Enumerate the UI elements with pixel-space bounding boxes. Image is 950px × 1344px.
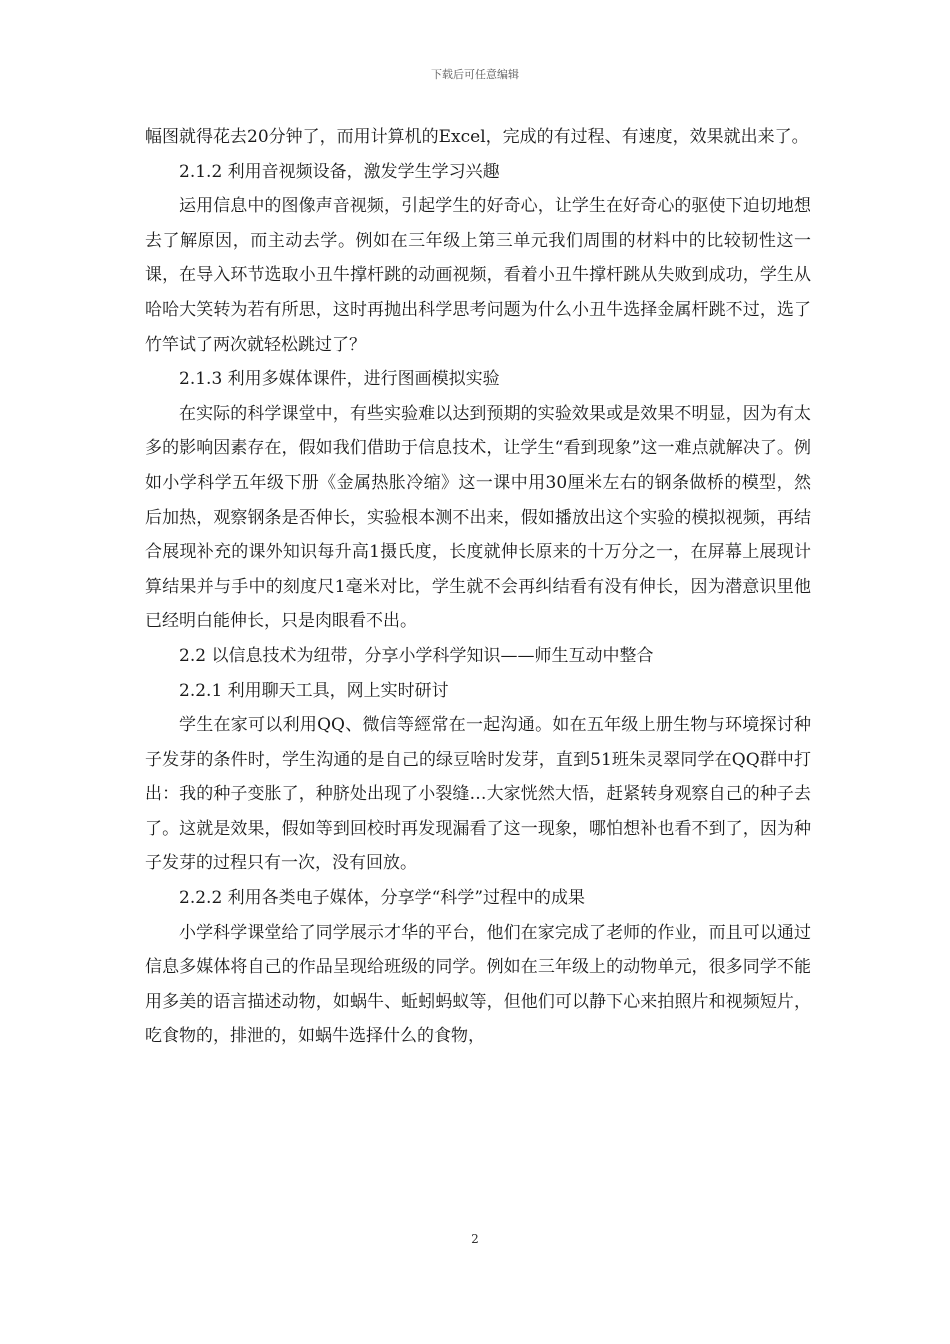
document-body bbox=[145, 120, 811, 1054]
paragraph-chat-tools: 学生在家可以利用QQ、微信等經常在一起沟通。如在五年级上册生物与环境探讨种子发芽的条件时，学生沟通的是自己的绿豆啥时发芽，直到51班朱灵翠同学在QQ群中打出：我的种子变胀了，种脐处出现了小裂缝…大家恍然大悟，赶紧转身观察自己的种子去了。这就是效果，假如等到回校时再发现漏看了这一现象，哪怕想补也看不到了，因为种子发芽的过程只有一次，没有回放。 bbox=[145, 715, 811, 874]
paragraph-av-equipment: 运用信息中的图像声音视频，引起学生的好奇心，让学生在好奇心的驱使下迫切地想去了解原因，而主动去学。例如在三年级上第三单元我们周围的材料中的比较韧性这一课，在导入环节选取小丑牛撑杆跳的动画视频，看着小丑牛撑杆跳从失败到成功，学生从哈哈大笑转为若有所思，这时再抛出科学思考问题为什么小丑牛选择金属杆跳不过，选了竹竿试了两次就轻松跳过了？ bbox=[145, 196, 811, 355]
section-heading-2-2-2: 2.2.2 利用各类电子媒体，分享学“科学”过程中的成果 bbox=[179, 888, 586, 909]
section-heading-2-2-1: 2.2.1 利用聊天工具，网上实时研讨 bbox=[179, 680, 449, 701]
paragraph-continuation: 幅图就得花去20分钟了，而用计算机的Excel，完成的有过程、有速度，效果就出来了。 bbox=[145, 127, 809, 147]
page-number: 2 bbox=[471, 1232, 479, 1246]
section-heading-2-1-3: 2.1.3 利用多媒体课件，进行图画模拟实验 bbox=[179, 369, 500, 390]
section-heading-2-2: 2.2 以信息技术为纽带，分享小学科学知识——师生互动中整合 bbox=[179, 645, 654, 666]
paragraph-simulation-experiment: 在实际的科学课堂中，有些实验难以达到预期的实验效果或是效果不明显，因为有太多的影响因素存在，假如我们借助于信息技术，让学生“看到现象”这一难点就解决了。例如小学科学五年级下册《金属热胀冷缩》这一课中用30厘米左右的钢条做桥的模型，然后加热，观察钢条是否伸长，实验根本测不出来，假如播放出这个实验的模拟视频，再结合展现补充的课外知识每升高1摄氏度，长度就伸长原来的十万分之一，在屏幕上展现计算结果并与手中的刻度尺1毫米对比，学生就不会再纠结看有没有伸长，因为潜意识里他已经明白能伸长，只是肉眼看不出。 bbox=[145, 403, 811, 632]
page-header-note: 下载后可任意编辑 bbox=[431, 68, 519, 81]
paragraph-electronic-media: 小学科学课堂给了同学展示才华的平台，他们在家完成了老师的作业，而且可以通过信息多媒体将自己的作品呈现给班级的同学。例如在三年级上的动物单元，很多同学不能用多美的语言描述动物，如蜗牛、蚯蚓蚂蚁等，但他们可以静下心来拍照片和视频短片，吃食物的，排泄的，如蜗牛选择什么的食物， bbox=[145, 922, 811, 1047]
section-heading-2-1-2: 2.1.2 利用音视频设备，激发学生学习兴趣 bbox=[179, 161, 500, 182]
